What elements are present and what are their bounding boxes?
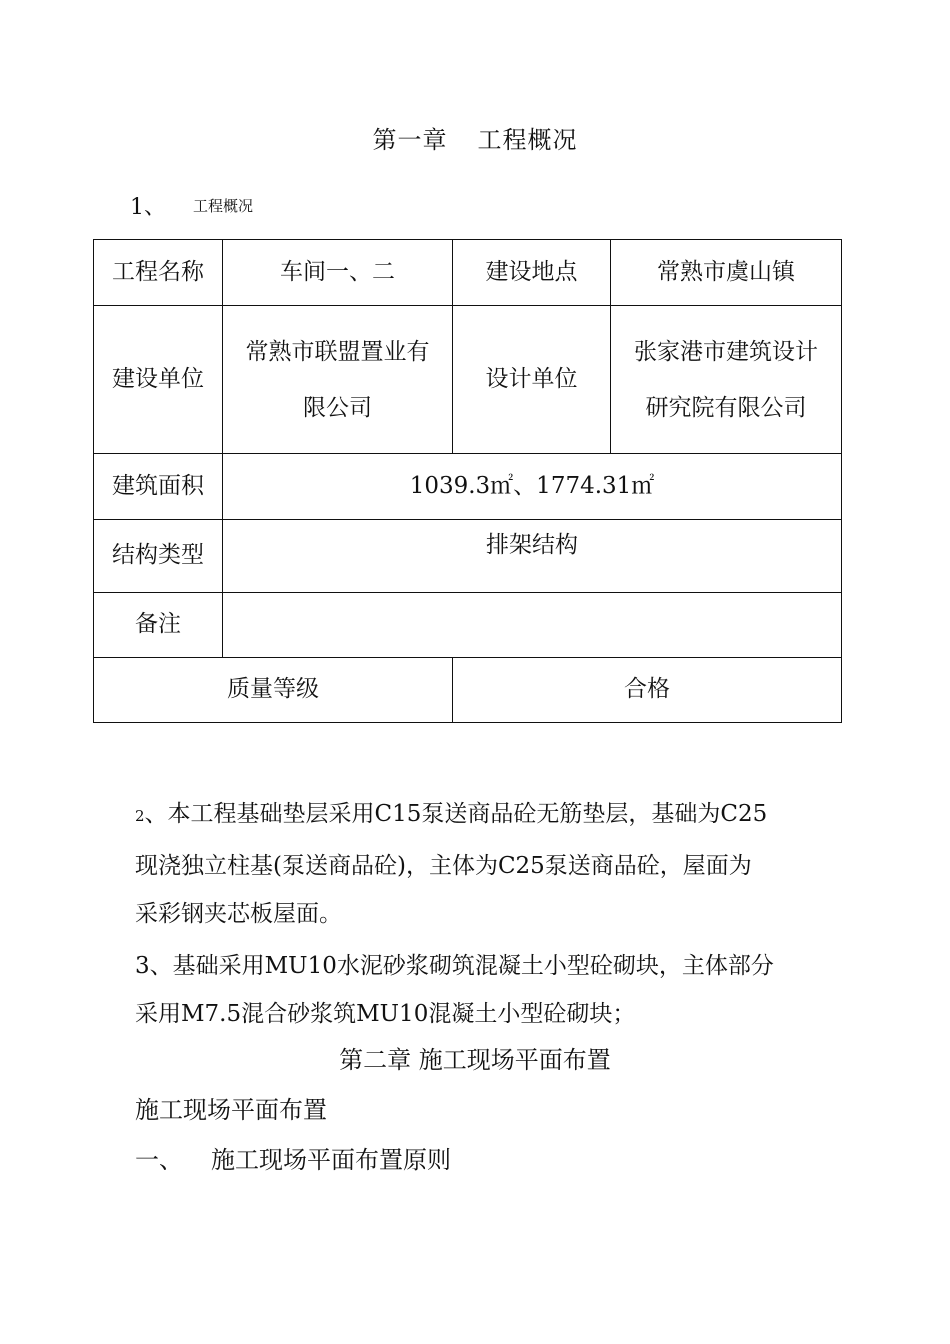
layout-principle-heading — [135, 1140, 451, 1180]
builder-value — [223, 306, 453, 454]
table-row — [94, 520, 842, 593]
quality-value: 合格 — [453, 658, 842, 723]
project-name-value: 车间一、二 — [223, 240, 453, 306]
table-row — [94, 658, 842, 723]
builder-label: 建设单位 — [94, 306, 223, 454]
area-value: 1039.3㎡、1774.31㎡ — [223, 454, 842, 520]
paragraph-3-line-1: 3、基础采用MU10水泥砂浆砌筑混凝土小型砼砌块，主体部分 — [135, 953, 774, 979]
principle-title: 施工现场平面布置原则 — [211, 1146, 451, 1174]
section-1-label: 工程概况 — [193, 197, 254, 215]
chapter-1-name: 工程概况 — [477, 126, 578, 154]
paragraph-3-line-2: 采用M7.5混合砂浆筑MU10混凝土小型砼砌块； — [135, 1001, 636, 1027]
section-1-number: 1、 — [130, 195, 166, 220]
principle-number: 一、 — [135, 1146, 183, 1174]
table-row — [94, 240, 842, 306]
builder-value-line1: 常熟市联盟置业有 — [245, 338, 430, 365]
project-name-label: 工程名称 — [94, 240, 223, 306]
paragraph-2-line-1 — [135, 788, 767, 842]
area-label: 建筑面积 — [94, 454, 223, 520]
location-label: 建设地点 — [453, 240, 611, 306]
paragraph-2-line-1-text: 、本工程基础垫层采用C15泵送商品砼无筋垫层，基础为C25 — [144, 801, 768, 827]
designer-value-line2: 研究院有限公司 — [645, 394, 807, 421]
designer-value — [611, 306, 842, 454]
paragraph-2-line-3: 采彩钢夹芯板屋面。 — [135, 901, 342, 927]
remarks-value — [223, 593, 842, 658]
table-row — [94, 306, 842, 454]
designer-value-line1: 张家港市建筑设计 — [634, 338, 818, 365]
builder-value-line2: 限公司 — [303, 394, 372, 421]
chapter-1-title — [0, 120, 950, 155]
site-layout-heading: 施工现场平面布置 — [135, 1096, 327, 1124]
structure-value: 排架结构 — [223, 520, 842, 593]
table-row — [94, 593, 842, 658]
table-row — [94, 454, 842, 520]
quality-label: 质量等级 — [94, 658, 453, 723]
chapter-2-title: 第二章 施工现场平面布置 — [339, 1046, 611, 1074]
paragraph-2-number: 2 — [135, 807, 145, 825]
location-value: 常熟市虞山镇 — [611, 240, 842, 306]
chapter-1-prefix: 第一章 — [372, 126, 448, 154]
project-overview-table — [93, 239, 842, 723]
structure-label: 结构类型 — [94, 520, 223, 593]
remarks-label: 备注 — [94, 593, 223, 658]
designer-label: 设计单位 — [453, 306, 611, 454]
paragraph-2-line-2: 现浇独立柱基(泵送商品砼)，主体为C25泵送商品砼，屋面为 — [135, 853, 752, 879]
